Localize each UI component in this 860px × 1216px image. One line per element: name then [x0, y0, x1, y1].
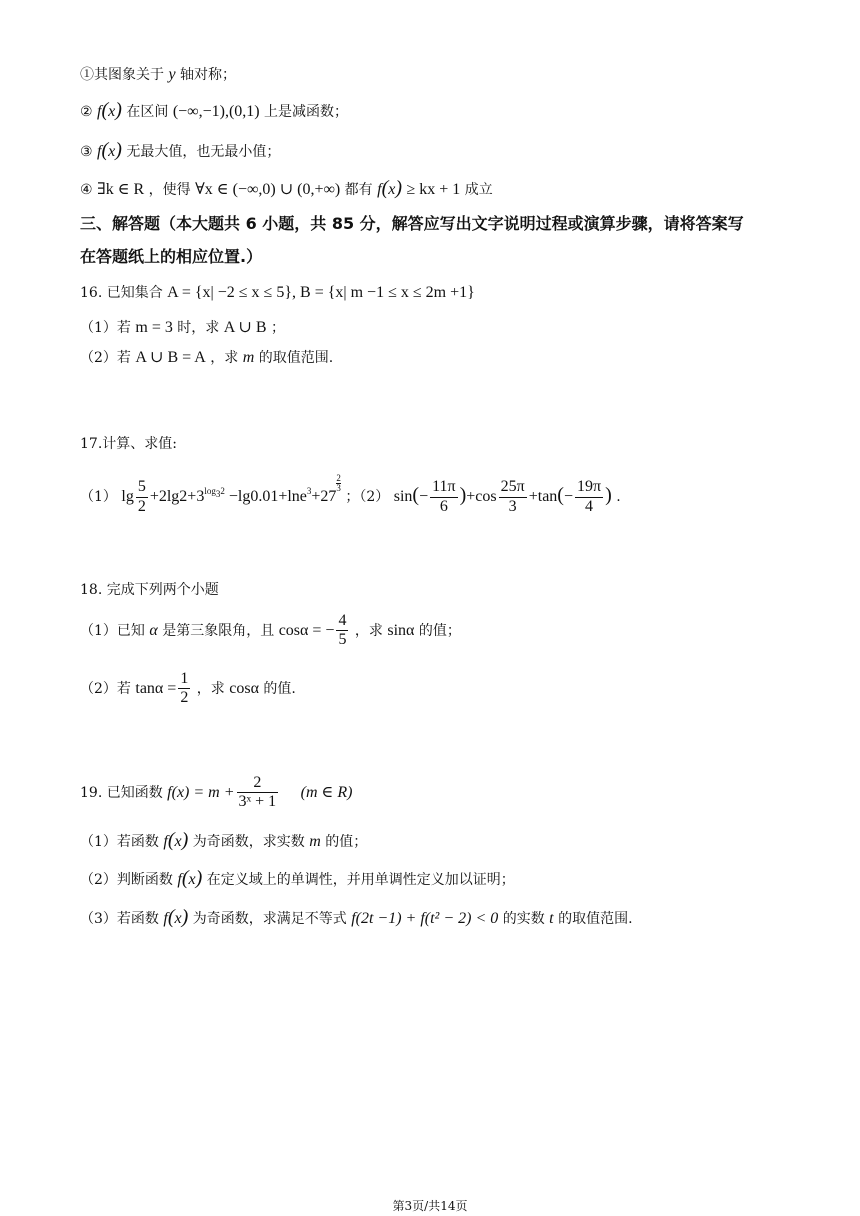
fx: f(x) [163, 906, 189, 928]
q16-part2: （2）若 A ∪ B = A ，求 m 的取值范围. [80, 349, 334, 366]
item-1: ①其图象关于 y 轴对称； [80, 66, 237, 83]
item-3: ③ f(x) 无最大值，也无最小值； [80, 139, 281, 161]
q19-part2: （2）判断函数 f(x) 在定义域上的单调性，并用单调性定义加以证明； [80, 867, 515, 889]
q19-part3: （3）若函数 f(x) 为奇函数，求满足不等式 f(2t −1) + f(t² − 2) < 0 的实数 t 的取值范围. [80, 906, 633, 928]
fraction: $\frac{4}{5}$ [338, 612, 347, 649]
q17-expr2: sin(− $\frac{11\pi}{6}$ )+cos $\frac{25\pi}{3}$ +tan(− $\frac{19\pi}{4}$ ) [393, 478, 612, 515]
fx: f(x) [163, 829, 189, 851]
item-2: ② f(x) 在区间 (−∞,−1),(0,1) 上是减函数； [80, 99, 349, 121]
q17-stem: 17.计算、求值: [80, 436, 177, 452]
q17-expr1: lg $\frac{5}{2}$ $+2\lg 2+3^{log_32} -\lg 0.01+\ln e^3+27$ $\frac{2}{3}$ [121, 473, 341, 515]
q18-part2: （2）若 tanα = $\frac{1}{2}$ ，求 cosα 的值. [80, 670, 296, 707]
q19-stem: 19. 已知函数 f(x) = m + $\frac{2}{\text{3ˣ + 1}}$ (m ∈ R) [80, 774, 353, 811]
q17-parts: （1） lg $\frac{5}{2}$ $+2\lg 2+3^{log_32} -\lg 0.01+\ln e^3+27$ $\frac{2}{3}$ ；（2） sin(− $\frac{11\pi}{6}$ )+cos $\frac{25\pi}{3}$ +tan(− $\frac{19\pi}{4}$ ) . [80, 473, 621, 515]
fx: f(x) [177, 867, 203, 889]
fraction: $\frac{2}{\text{3ˣ + 1}}$ [238, 774, 277, 811]
section-heading: 三、解答题（本大题共 6 小题，共 85 分，解答应写出文字说明过程或演算步骤，请将答案写 [80, 214, 744, 233]
fraction: $\frac{1}{2}$ [180, 670, 189, 707]
section-heading-cont: 在答题纸上的相应位置.） [80, 247, 263, 266]
q16-part1: （1）若 m = 3 时，求 A ∪ B ； [80, 319, 285, 336]
q16-sets: A = {x| −2 ≤ x ≤ 5}, B = {x| m −1 ≤ x ≤ 2m +1} [167, 284, 475, 301]
q19-part1: （1）若函数 f(x) 为奇函数，求实数 m 的值； [80, 829, 368, 851]
interval: (−∞,−1),(0,1) [172, 103, 260, 120]
q18-stem: 18. 完成下列两个小题 [80, 582, 219, 598]
fx: f(x) [97, 139, 122, 161]
q16-stem: 16. 已知集合 A = {x| −2 ≤ x ≤ 5}, B = {x| m −1 ≤ x ≤ 2m +1} [80, 284, 475, 301]
q18-part1: （1）已知 α 是第三象限角，且 cosα = − $\frac{4}{5}$ ，求 sinα 的值； [80, 612, 461, 649]
fx: f(x) [377, 177, 403, 199]
var-y: y [168, 66, 176, 83]
page-footer: 第3页/共14页 [392, 1199, 468, 1213]
fx: f(x) [97, 99, 122, 121]
item-4: ④ ∃k ∈ R ，使得 ∀x ∈ (−∞,0) ∪ (0,+∞) 都有 f(x) ≥ kx + 1 成立 [80, 177, 493, 199]
